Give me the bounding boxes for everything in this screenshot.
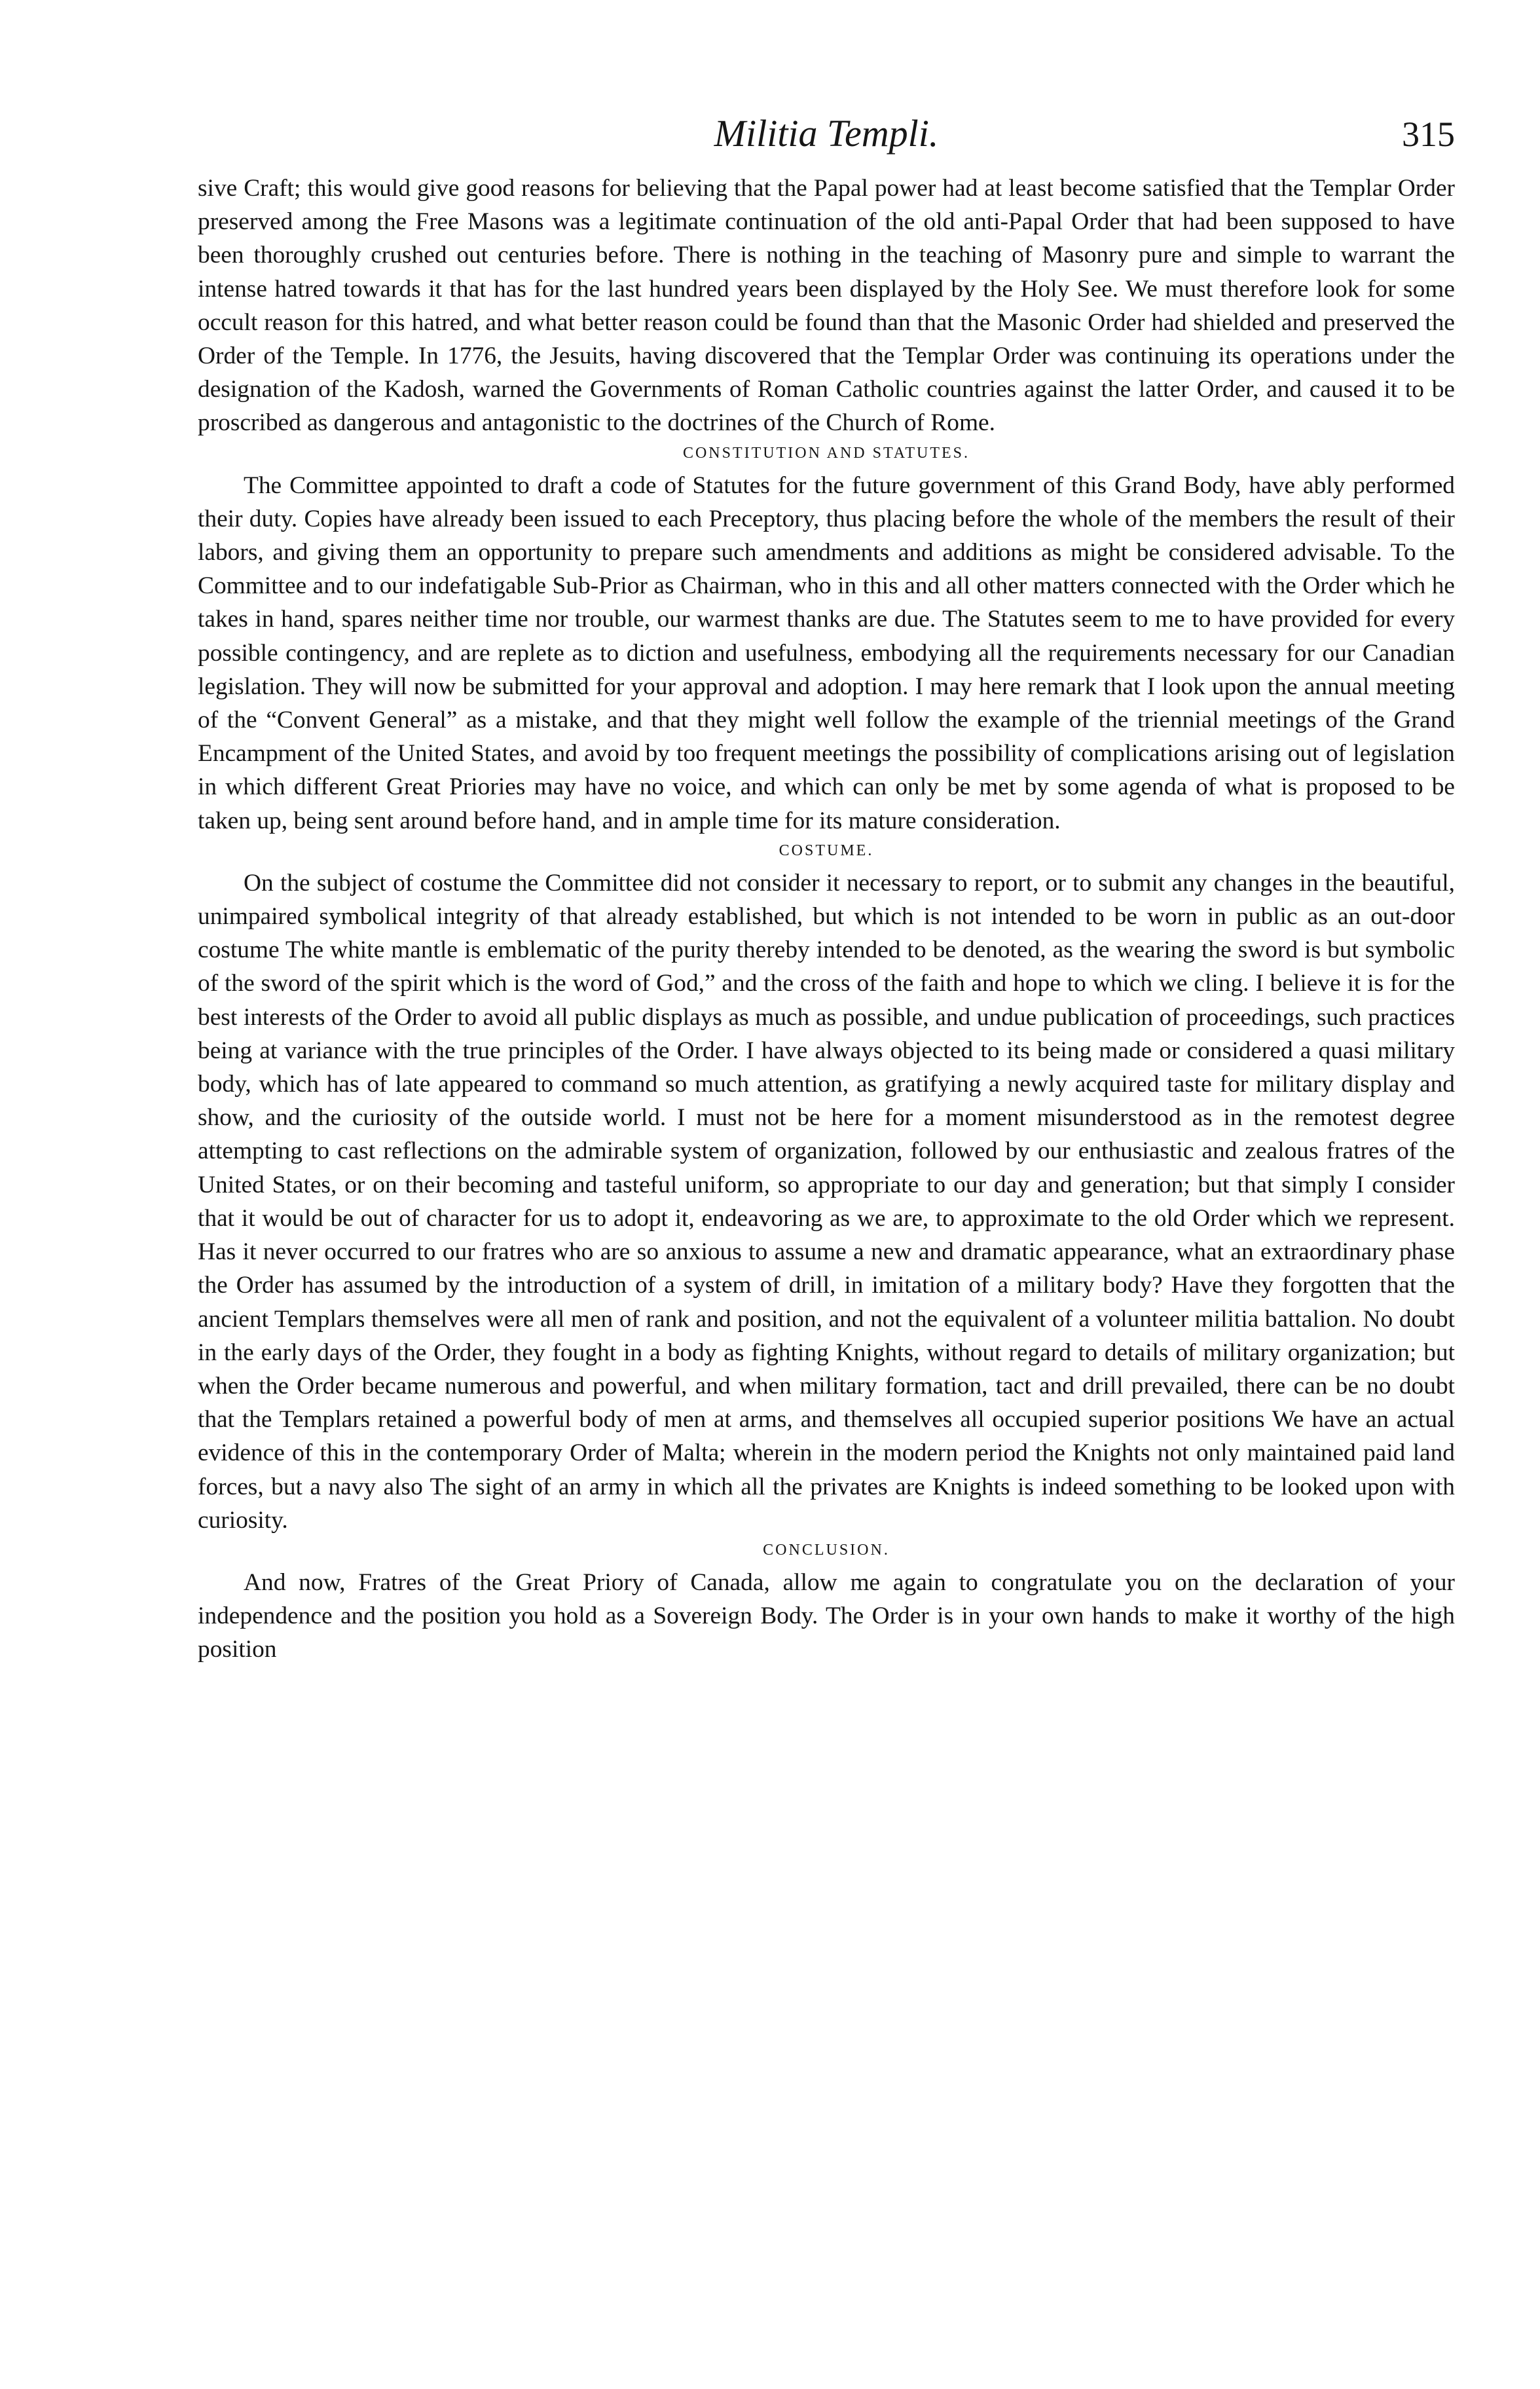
running-header <box>198 111 1455 172</box>
constitution-heading: CONSTITUTION AND STATUTES. <box>682 444 970 462</box>
conclusion-heading: CONCLUSION. <box>763 1541 890 1559</box>
conclusion-paragraph: And now, Fratres of the Great Priory of Canada, allow me again to congratulate you on the declaration of your independence and the position you hold as a Sovereign Body. The Order is in your own hands to make it worthy of the high position <box>198 1568 1455 1663</box>
document-page <box>198 111 1455 1667</box>
constitution-paragraph: The Committee appointed to draft a code of Statutes for the future government of this Grand Body, have ably performed their duty. Copies have already been issued to each Preceptory, thus placing before the whole of the members the result of their labors, and giving them an opportunity to prepare such amendments and additions as might be considered advisable. To the Committee and to our indefatigable Sub-Prior as Chairman, who in this and all other matters connected with the Order which he takes in hand, spares neither time nor trouble, our warmest thanks are due. The Statutes seem to me to have provided for every possible contingency, and are replete as to diction and usefulness, embodying all the requirements necessary for our Canadian legislation. They will now be submitted for your approval and adoption. I may here remark that I look upon the annual meeting of the “Convent General” as a mistake, and that they might well follow the example of the triennial meetings of the Grand Encampment of the United States, and avoid by too frequent meetings the possibility of complications arising out of legislation in which different Great Priories may have no voice, and which can only be met by some agenda of what is proposed to be taken up, being sent around before hand, and in ample time for its mature consideration. <box>198 472 1455 834</box>
costume-paragraph: On the subject of costume the Committee did not consider it necessary to report, or to submit any changes in the beautiful, unimpaired symbolical integrity of that already established, but which is not intended to be worn in public as an out-door costume The white mantle is emblematic of the purity thereby intended to be denoted, as the wearing the sword is but symbolic of the sword of the spirit which is the word of God,” and the cross of the faith and hope to which we cling. I believe it is for the best interests of the Order to avoid all public displays as much as possible, and undue publication of proceedings, such practices being at variance with the true principles of the Order. I have always objected to its being made or considered a quasi military body, which has of late appeared to command so much attention, as gratifying a newly acquired taste for military display and show, and the curiosity of the outside world. I must not be here for a moment misunderstood as in the remotest degree attempting to cast reflections on the admirable system of organization, followed by our enthusiastic and zealous fratres of the United States, or on their becoming and tasteful uniform, so appropriate to our day and generation; but that simply I consider that it would be out of character for us to adopt it, endeavoring as we are, to approximate to the old Order which we represent. Has it never occurred to our fratres who are so anxious to assume a new and dramatic appearance, what an extraordinary phase the Order has assumed by the introduction of a system of drill, in imitation of a military body? Have they forgotten that the ancient Templars themselves were all men of rank and position, and not the equivalent of a volunteer militia battalion. No doubt in the early days of the Order, they fought in a body as fighting Knights, without regard to details of military organization; but when the Order became numerous and powerful, and when military formation, tact and drill prevailed, there can be no doubt that the Templars retained a powerful body of men at arms, and themselves all occupied superior positions We have an actual evidence of this in the contemporary Order of Malta; wherein in the modern period the Knights not only maintained paid land forces, but a navy also The sight of an army in which all the privates are Knights is indeed something to be looked upon with curiosity. <box>198 869 1455 1534</box>
page-number: 315 <box>1402 115 1455 154</box>
costume-heading: COSTUME. <box>779 842 874 859</box>
intro-paragraph: sive Craft; this would give good reasons for believing that the Papal power had at least become satisfied that the Templar Order preserved among the Free Masons was a legitimate continuation of the old anti-Papal Order that had been supposed to have been thoroughly crushed out centuries before. There is nothing in the teaching of Masonry pure and simple to warrant the intense hatred towards it that has for the last hundred years been displayed by the Holy See. We must therefore look for some occult reason for this hatred, and what better reason could be found than that the Masonic Order had shielded and preserved the Order of the Temple. In 1776, the Jesuits, having discovered that the Templar Order was continuing its operations under the designation of the Kadosh, warned the Governments of Roman Catholic countries against the latter Order, and caused it to be proscribed as dangerous and antagonistic to the doctrines of the Church of Rome. <box>198 175 1455 437</box>
running-title: Militia Templi. <box>714 112 939 155</box>
